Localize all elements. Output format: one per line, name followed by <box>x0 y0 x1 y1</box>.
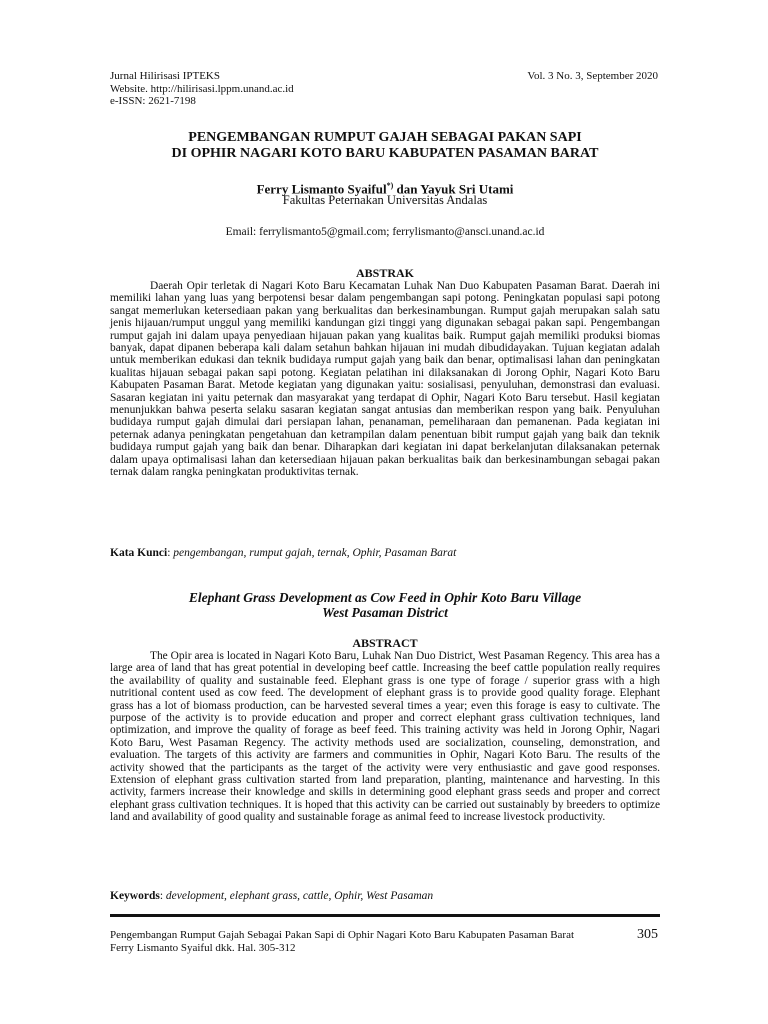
author-first: Ferry Lismanto Syaiful <box>256 181 387 197</box>
footer-title: Pengembangan Rumput Gajah Sebagai Pakan Sapi di Ophir Nagari Koto Baru Kabupaten Pasaman Barat <box>110 929 575 941</box>
journal-website: Website. http://hilirisasi.lppm.unand.ac.id <box>110 82 294 95</box>
abstract-text: The Opir area is located in Nagari Koto Baru, Luhak Nan Duo District, West Pasaman Regency. This area has a large area of land that has great potential in developing beef cattle. Increasing the beef cattle population really requires the availability of quality and sustainable feed. Elephant grass is one type of forage / superior grass with a high nutritional content used as cow feed. The development of elephant grass is to provide good quality forage. Elephant grass has a lot of biomass production, can be harvested several times a year; even this forage is easy to cultivate. The purpose of the activity is to provide education and proper and correct elephant grass cultivation techniques, land optimization, and improve the quality of forage as beef feed. This training activity was held in Jorong Ophir, Nagari Koto Baru, West Pasaman Regency. The activity methods used are socialization, counseling, demonstration, and evaluation. The targets of this activity are farmers and communities in Ophir, Nagari Koto Baru. The results of the activity showed that the participants as the target of the activity were very enthusiastic and gave good responses. Extension of elephant grass cultivation started from land preparation, planting, maintenance and harvesting. In this activity, farmers increase their knowledge and skills in determining good elephant grass seeds and proper and correct elephant grass cultivation techniques. It is hoped that this activity can be carried out sustainably by breeders to optimize land and availability of good quality and sustainable forage as animal feed to increase livestock productivity. <box>110 650 660 824</box>
abstract-body <box>110 650 660 824</box>
journal-eissn: e-ISSN: 2621-7198 <box>110 95 196 107</box>
page-number: 305 <box>637 927 658 942</box>
author-affiliation: Fakultas Peternakan Universitas Andalas <box>282 193 488 207</box>
footer-rule <box>110 914 660 917</box>
kata-kunci-terms: pengembangan, rumput gajah, ternak, Ophir, Pasaman Barat <box>173 547 457 559</box>
author-rest: dan Yayuk Sri Utami <box>393 181 514 197</box>
journal-header-left <box>110 70 294 108</box>
kata-kunci-label: Kata Kunci <box>110 547 168 559</box>
keywords-label: Keywords <box>110 890 160 902</box>
abstract-heading: ABSTRACT <box>352 636 418 650</box>
journal-volume: Vol. 3 No. 3, September 2020 <box>527 70 658 82</box>
english-title-line1: Elephant Grass Development as Cow Feed in Ophir Koto Baru Village <box>188 590 582 605</box>
footer-citation: Ferry Lismanto Syaiful dkk. Hal. 305-312 <box>110 941 296 954</box>
keywords-terms: development, elephant grass, cattle, Ophir, West Pasaman <box>165 890 434 902</box>
english-title <box>110 590 660 620</box>
corresponding-author-mark: *) <box>386 181 394 190</box>
paper-title <box>110 130 660 162</box>
paper-title-line2: DI OPHIR NAGARI KOTO BARU KABUPATEN PASAMAN BARAT <box>171 146 599 161</box>
abstrak-body <box>110 280 660 479</box>
journal-name: Jurnal Hilirisasi IPTEKS <box>110 70 220 82</box>
page-footer <box>110 929 574 954</box>
paper-title-line1: PENGEMBANGAN RUMPUT GAJAH SEBAGAI PAKAN SAPI <box>188 130 582 145</box>
kata-kunci-sep: : <box>167 547 174 559</box>
keywords <box>110 889 660 903</box>
keywords-sep: : <box>159 890 166 902</box>
kata-kunci <box>110 546 660 560</box>
abstrak-text: Daerah Opir terletak di Nagari Koto Baru Kecamatan Luhak Nan Duo Kabupaten Pasaman Barat. Daerah ini memiliki lahan yang luas yang berpotensi besar dalam pengembangan sapi potong. Peningkatan populasi sapi potong sangat memerlukan ketersediaan pakan yang berkualitas dan berkesinambungan. Rumput gajah merupakan salah satu jenis hijauan/rumput unggul yang memiliki kandungan gizi tinggi yang digunakan sebagai pakan sapi. Pengembangan rumput gajah ini dalam upaya penyediaan hijauan pakan yang kualitas baik. Rumput gajah memiliki produksi biomas banyak, dapat dipanen beberapa kali dalam setahun bahkan hijauan ini mudah dibudidayakan. Tujuan kegiatan adalah untuk memberikan edukasi dan teknik budidaya rumput gajah yang baik dan benar, optimalisasi lahan dan peningkatan kualitas hijauan sebagai pakan sapi potong. Kegiatan pelatihan ini dilaksanakan di Jorong Ophir, Nagari Koto Baru Kabupaten Pasaman Barat. Metode kegiatan yang digunakan yaitu: sosialisasi, penyuluhan, demonstrasi dan evaluasi. Sasaran kegiatan ini yaitu peternak dan masyarakat yang terdapat di Ophir, Nagari Koto Baru tersebut. Hasil kegiatan menunjukkan bahwa peserta selaku sasaran kegiatan sangat antusias dan memberikan respon yang baik. Penyuluhan budidaya rumput gajah dimulai dari persiapan lahan, penanaman, pemeliharaan dan pemanenan. Pada kegiatan ini peternak adanya peningkatan pengetahuan dan ketrampilan dalam penentuan bibit rumput gajah yang baik dan teknik budidaya rumput gajah yang baik dan benar. Diharapkan dari kegiatan ini dapat berkelanjutan dilaksanakan peternak dalam upaya optimalisasi lahan dan ketersediaan hijauan pakan berkualitas baik dan berkesinambungan sebagai pakan ternak dalam rangka peningkatan produktivitas ternak. <box>110 280 660 479</box>
abstrak-heading: ABSTRAK <box>355 266 414 280</box>
english-title-line2: West Pasaman District <box>322 605 448 620</box>
author-email: Email: ferrylismanto5@gmail.com; ferrylismanto@ansci.unand.ac.id <box>225 226 545 238</box>
